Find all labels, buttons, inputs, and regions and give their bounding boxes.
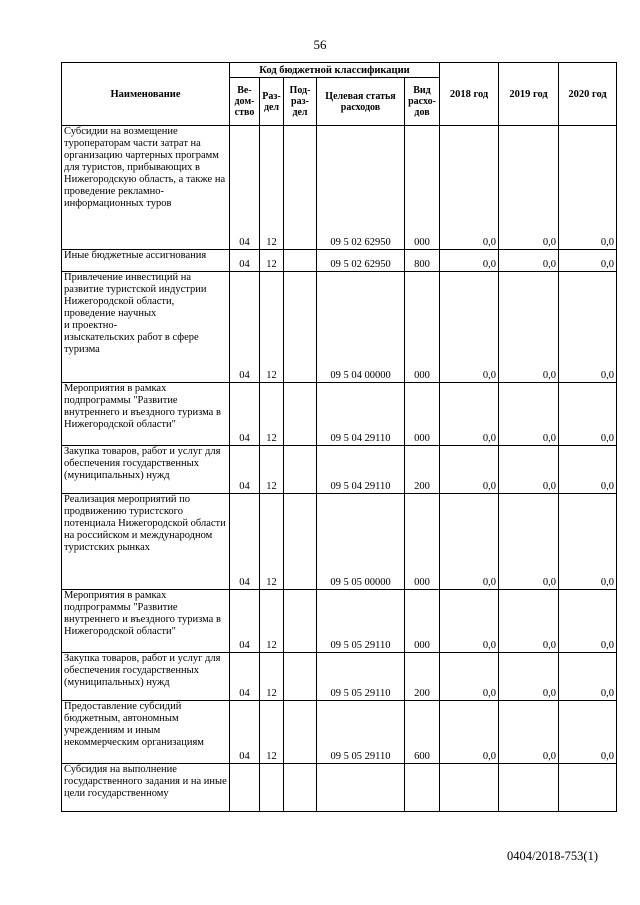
table-row bbox=[62, 446, 617, 494]
row-amount-2019: 0,0 bbox=[499, 126, 559, 250]
row-amount-2020: 0,0 bbox=[559, 126, 617, 250]
row-amount-2020: 0,0 bbox=[559, 653, 617, 701]
row-section: 12 bbox=[260, 494, 284, 590]
row-name: Мероприятия в рамках подпрограммы "Развитие внутреннего и въездного туризма в Нижегородской области" bbox=[62, 383, 230, 446]
row-subsection bbox=[284, 590, 317, 653]
document-code: 0404/2018-753(1) bbox=[507, 849, 598, 863]
row-section: 12 bbox=[260, 383, 284, 446]
row-name: Привлечение инвестиций на развитие туристской индустрии Нижегородской области, проведение научных и проектно- изыскательских работ в сфере туризма bbox=[62, 272, 230, 383]
row-name: Мероприятия в рамках подпрограммы "Развитие внутреннего и въездного туризма в Нижегородской области" bbox=[62, 590, 230, 653]
row-amount-2019: 0,0 bbox=[499, 383, 559, 446]
row-amount-2018: 0,0 bbox=[440, 126, 499, 250]
table-row bbox=[62, 494, 617, 590]
row-department: 04 bbox=[230, 653, 260, 701]
row-amount-2019: 0,0 bbox=[499, 701, 559, 764]
table-row bbox=[62, 590, 617, 653]
row-target-item: 09 5 05 29110 bbox=[317, 590, 405, 653]
row-expense-type: 200 bbox=[405, 446, 440, 494]
row-target-item: 09 5 04 29110 bbox=[317, 383, 405, 446]
row-expense-type: 600 bbox=[405, 701, 440, 764]
row-target-item: 09 5 05 00000 bbox=[317, 494, 405, 590]
row-target-item: 09 5 04 29110 bbox=[317, 446, 405, 494]
header-subsection: Под- раз- дел bbox=[284, 78, 317, 126]
header-name: Наименование bbox=[62, 63, 230, 126]
row-name: Реализация мероприятий по продвижению туристского потенциала Нижегородской области на российском и международном туристских рынках bbox=[62, 494, 230, 590]
row-expense-type: 000 bbox=[405, 590, 440, 653]
row-amount-2018: 0,0 bbox=[440, 653, 499, 701]
table-row bbox=[62, 272, 617, 383]
row-target-item: 09 5 04 00000 bbox=[317, 272, 405, 383]
row-name: Предоставление субсидий бюджетным, автономным учреждениям и иным некоммерческим организациям bbox=[62, 701, 230, 764]
row-subsection bbox=[284, 272, 317, 383]
budget-table bbox=[61, 62, 617, 812]
row-section: 12 bbox=[260, 126, 284, 250]
row-section bbox=[260, 764, 284, 812]
row-amount-2018: 0,0 bbox=[440, 383, 499, 446]
table-row bbox=[62, 653, 617, 701]
row-amount-2020: 0,0 bbox=[559, 590, 617, 653]
row-department: 04 bbox=[230, 590, 260, 653]
row-amount-2020: 0,0 bbox=[559, 250, 617, 272]
row-target-item: 09 5 02 62950 bbox=[317, 250, 405, 272]
table-row bbox=[62, 250, 617, 272]
row-department: 04 bbox=[230, 494, 260, 590]
row-amount-2020: 0,0 bbox=[559, 494, 617, 590]
row-amount-2020: 0,0 bbox=[559, 701, 617, 764]
row-name: Субсидии на возмещение туроператорам части затрат на организацию чартерных программ для туристов, прибывающих в Нижегородскую область, а также на проведение рекламно- информационных туров bbox=[62, 126, 230, 250]
page-number: 56 bbox=[313, 37, 327, 52]
row-target-item: 09 5 05 29110 bbox=[317, 653, 405, 701]
row-department: 04 bbox=[230, 701, 260, 764]
row-amount-2018 bbox=[440, 764, 499, 812]
row-section: 12 bbox=[260, 590, 284, 653]
row-subsection bbox=[284, 494, 317, 590]
header-expense-type: Вид расхо- дов bbox=[405, 78, 440, 126]
row-amount-2019: 0,0 bbox=[499, 590, 559, 653]
row-target-item: 09 5 05 29110 bbox=[317, 701, 405, 764]
row-department: 04 bbox=[230, 126, 260, 250]
row-expense-type: 000 bbox=[405, 126, 440, 250]
row-section: 12 bbox=[260, 446, 284, 494]
row-subsection bbox=[284, 446, 317, 494]
row-amount-2018: 0,0 bbox=[440, 446, 499, 494]
row-subsection bbox=[284, 126, 317, 250]
header-section: Раз- дел bbox=[260, 78, 284, 126]
row-target-item bbox=[317, 764, 405, 812]
row-expense-type: 000 bbox=[405, 383, 440, 446]
row-subsection bbox=[284, 701, 317, 764]
row-amount-2018: 0,0 bbox=[440, 494, 499, 590]
row-amount-2019: 0,0 bbox=[499, 653, 559, 701]
row-subsection bbox=[284, 383, 317, 446]
row-amount-2019: 0,0 bbox=[499, 272, 559, 383]
table-row bbox=[62, 383, 617, 446]
row-amount-2018: 0,0 bbox=[440, 701, 499, 764]
row-expense-type: 000 bbox=[405, 272, 440, 383]
row-amount-2019: 0,0 bbox=[499, 250, 559, 272]
row-amount-2020: 0,0 bbox=[559, 272, 617, 383]
header-year-2020: 2020 год bbox=[559, 63, 617, 126]
header-year-2018: 2018 год bbox=[440, 63, 499, 126]
row-amount-2019: 0,0 bbox=[499, 494, 559, 590]
row-expense-type: 800 bbox=[405, 250, 440, 272]
header-year-2019: 2019 год bbox=[499, 63, 559, 126]
header-budget-classification: Код бюджетной классификации bbox=[230, 63, 440, 78]
row-expense-type bbox=[405, 764, 440, 812]
row-amount-2020: 0,0 bbox=[559, 383, 617, 446]
row-target-item: 09 5 02 62950 bbox=[317, 126, 405, 250]
table-row bbox=[62, 126, 617, 250]
table-row bbox=[62, 701, 617, 764]
row-subsection bbox=[284, 653, 317, 701]
header-target-item: Целевая статья расходов bbox=[317, 78, 405, 126]
row-department: 04 bbox=[230, 383, 260, 446]
row-amount-2018: 0,0 bbox=[440, 250, 499, 272]
row-subsection bbox=[284, 250, 317, 272]
row-department: 04 bbox=[230, 272, 260, 383]
row-expense-type: 200 bbox=[405, 653, 440, 701]
row-name: Иные бюджетные ассигнования bbox=[62, 250, 230, 272]
row-name: Закупка товаров, работ и услуг для обеспечения государственных (муниципальных) нужд bbox=[62, 446, 230, 494]
table-row bbox=[62, 764, 617, 812]
row-department: 04 bbox=[230, 250, 260, 272]
row-department bbox=[230, 764, 260, 812]
row-name: Закупка товаров, работ и услуг для обеспечения государственных (муниципальных) нужд bbox=[62, 653, 230, 701]
row-section: 12 bbox=[260, 701, 284, 764]
row-section: 12 bbox=[260, 272, 284, 383]
row-section: 12 bbox=[260, 653, 284, 701]
header-department: Ве- дом- ство bbox=[230, 78, 260, 126]
row-subsection bbox=[284, 764, 317, 812]
row-amount-2020 bbox=[559, 764, 617, 812]
row-amount-2019: 0,0 bbox=[499, 446, 559, 494]
row-amount-2019 bbox=[499, 764, 559, 812]
row-amount-2018: 0,0 bbox=[440, 272, 499, 383]
row-department: 04 bbox=[230, 446, 260, 494]
row-name: Субсидия на выполнение государственного задания и на иные цели государственному bbox=[62, 764, 230, 812]
row-amount-2020: 0,0 bbox=[559, 446, 617, 494]
row-expense-type: 000 bbox=[405, 494, 440, 590]
row-amount-2018: 0,0 bbox=[440, 590, 499, 653]
row-section: 12 bbox=[260, 250, 284, 272]
